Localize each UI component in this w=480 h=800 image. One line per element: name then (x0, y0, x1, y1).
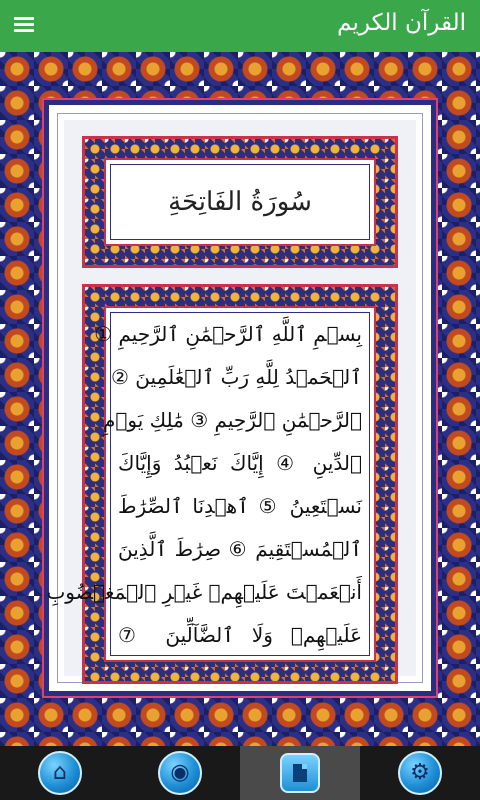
app-title: القرآن الكريم (337, 10, 466, 36)
verse-line-2: ٱلۡحَمۡدُ لِلَّهِ رَبِّ ٱلۡعَٰلَمِينَ ② (111, 365, 362, 389)
bottom-navigation (0, 746, 480, 800)
verse-line-4: ٱلدِّينِ ④ إِيَّاكَ نَعۡبُدُ وَإِيَّاكَ (118, 451, 362, 475)
verse-line-1: بِسۡمِ ٱللَّهِ ٱلرَّحۡمَٰنِ ٱلرَّحِيمِ ① (94, 322, 362, 346)
gear-icon: ⚙ (398, 751, 442, 795)
verse-line-5: نَسۡتَعِينُ ⑤ ٱهۡدِنَا ٱلصِّرَٰطَ (118, 494, 362, 518)
verse-line-7: أَنۡعَمۡتَ عَلَيۡهِمۡ غَيۡرِ ٱلۡمَغۡضُوبِ (46, 580, 362, 604)
camera-icon: ◉ (158, 751, 202, 795)
surah-title-panel (104, 158, 376, 246)
app-bar (0, 0, 480, 52)
nav-camera-button[interactable] (120, 746, 240, 800)
nav-document-button[interactable] (240, 746, 360, 800)
hamburger-menu-icon[interactable] (14, 14, 40, 38)
home-icon: ⌂ (38, 751, 82, 795)
nav-home-button[interactable] (0, 746, 120, 800)
verse-text-panel (46, 306, 376, 662)
document-icon (280, 753, 320, 793)
verse-line-8: عَلَيۡهِمۡ وَلَا ٱلضَّآلِّينَ ⑦ (118, 623, 362, 647)
mushaf-page (0, 52, 480, 746)
nav-settings-button[interactable] (360, 746, 480, 800)
verse-line-3: ٱلرَّحۡمَٰنِ ٱلرَّحِيمِ ③ مَٰلِكِ يَوۡمِ (103, 408, 362, 432)
surah-title: سُورَةُ الفَاتِحَةِ (168, 187, 312, 217)
verse-line-6: ٱلۡمُسۡتَقِيمَ ⑥ صِرَٰطَ ٱلَّذِينَ (118, 537, 362, 561)
